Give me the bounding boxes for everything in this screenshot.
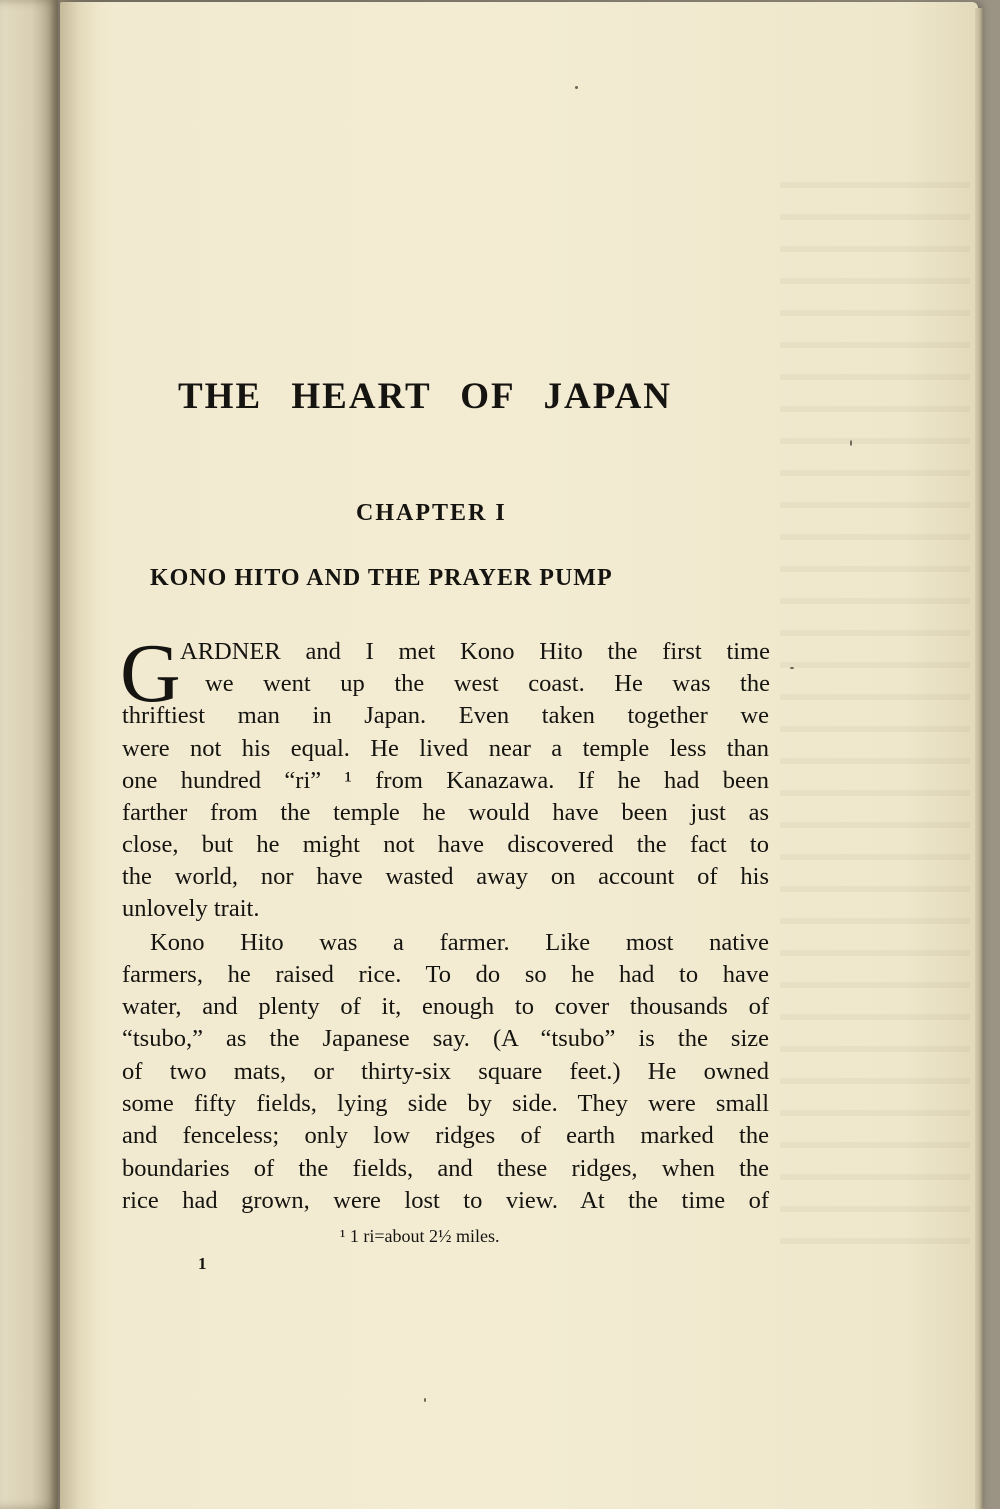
paper-speck <box>790 667 794 669</box>
paragraph-line: Kono Hito was a farmer. Like most native <box>150 929 769 956</box>
show-through-text <box>780 160 970 1260</box>
facing-page-edge <box>0 0 58 1509</box>
paragraph-line: farther from the temple he would have been just as <box>122 799 769 826</box>
paragraph-line: farmers, he raised rice. To do so he had to have <box>122 961 769 988</box>
paragraph-line: thriftiest man in Japan. Even taken together we <box>122 702 769 729</box>
paper-speck <box>424 1398 426 1402</box>
page-number: 1 <box>198 1254 207 1273</box>
paper-speck <box>850 440 852 446</box>
paper-speck <box>575 86 578 89</box>
paragraph-line: unlovely trait. <box>122 895 260 922</box>
paragraph-line: ARDNER and I met Kono Hito the first time <box>180 638 770 665</box>
paragraph-line: “tsubo,” as the Japanese say. (A “tsubo” is the size <box>122 1025 769 1052</box>
chapter-title: KONO HITO AND THE PRAYER PUMP <box>150 565 613 591</box>
paragraph-line: were not his equal. He lived near a temple less than <box>122 735 769 762</box>
paragraph-line: we went up the west coast. He was the <box>205 670 770 697</box>
paragraph-line: boundaries of the fields, and these ridges, when the <box>122 1155 769 1182</box>
paragraph-line: and fenceless; only low ridges of earth marked the <box>122 1122 769 1149</box>
footnote: ¹ 1 ri=about 2½ miles. <box>340 1226 500 1246</box>
paragraph-line: rice had grown, were lost to view. At the time of <box>122 1187 769 1214</box>
chapter-label: CHAPTER I <box>356 500 507 526</box>
paragraph-line: some fifty fields, lying side by side. They were small <box>122 1090 769 1117</box>
page-fore-edge <box>975 8 983 1509</box>
gutter-shadow <box>60 0 100 1509</box>
paragraph-line: of two mats, or thirty-six square feet.) He owned <box>122 1058 769 1085</box>
paragraph-line: close, but he might not have discovered the fact to <box>122 831 769 858</box>
paragraph-line: water, and plenty of it, enough to cover thousands of <box>122 993 769 1020</box>
paragraph-line: the world, nor have wasted away on account of his <box>122 863 769 890</box>
book-title: THE HEART OF JAPAN <box>178 376 673 417</box>
paragraph-line: one hundred “ri” ¹ from Kanazawa. If he had been <box>122 767 769 794</box>
drop-cap: G <box>120 627 181 720</box>
